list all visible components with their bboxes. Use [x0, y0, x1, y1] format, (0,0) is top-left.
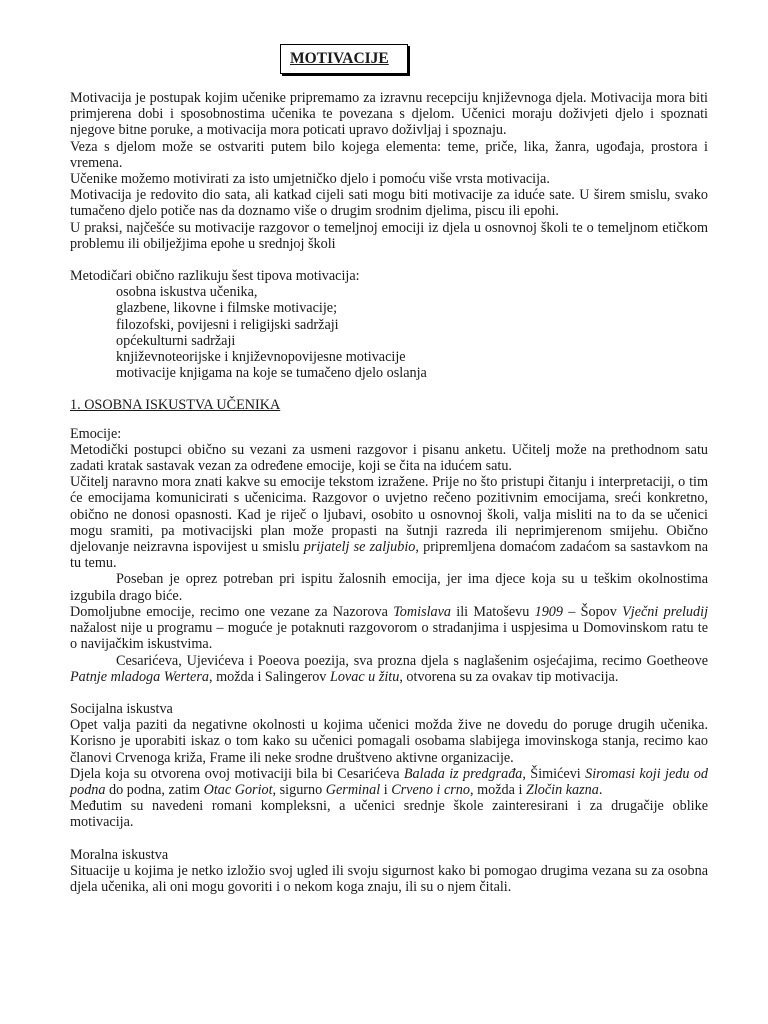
- intro-paragraph: U praksi, najčešće su motivacije razgovor o temeljnoj emociji iz djela u osnovnoj školi te o temeljnom etičkom problemu ili obilježjima epohe u srednjoj školi: [70, 219, 708, 252]
- subsection-label: Socijalna iskustva: [70, 700, 173, 717]
- work-title: Patnje mladoga Wertera: [70, 668, 209, 685]
- intro-paragraph: Učenike možemo motivirati za isto umjetničko djelo i pomoću više vrsta motivacija.: [70, 171, 550, 188]
- document-title: MOTIVACIJE: [280, 44, 408, 74]
- body-paragraph: Međutim su navedeni romani kompleksni, a učenici srednje škole zainteresirani i za drugačije oblike motivacija.: [70, 798, 708, 831]
- work-title: Tomislava: [393, 603, 452, 620]
- list-item: glazbene, likovne i filmske motivacije;: [116, 300, 338, 317]
- work-title: Lovac u žitu: [329, 668, 400, 685]
- work-title: 1909: [534, 603, 563, 620]
- subsection-label: Moralna iskustva: [70, 846, 169, 863]
- types-intro: Metodičari obično razlikuju šest tipova motivacija:: [70, 268, 360, 285]
- list-item: filozofski, povijesni i religijski sadržaji: [116, 316, 339, 333]
- list-item: osobna iskustva učenika,: [116, 284, 258, 301]
- body-paragraph: Cesarićeva, Ujevićeva i Poeova poezija, sva prozna djela s naglašenim osjećajima, recimo Goetheove Patnje mladoga Wertera, možda i Salingerov Lovac u žitu, otvorena su za ovakav tip motivacija.: [70, 652, 708, 685]
- quoted-phrase: prijatelj se zaljubio: [303, 539, 416, 556]
- intro-paragraph: Motivacija je redovito dio sata, ali katkad cijeli sati mogu biti motivacije za iduće sate. U širem smislu, svako tumačeno djelo potiče nas da doznamo više o drugim srodnim djelima, piscu ili epohi.: [70, 187, 708, 220]
- work-title: Zločin kazna: [525, 781, 599, 798]
- motivation-types-list: [70, 284, 708, 381]
- body-paragraph: Djela koja su otvorena ovoj motivaciji bila bi Cesarićeva Balada iz predgrađa, Šimićevi Siromasi koji jedu od podna do podna, zatim Otac Goriot, sigurno Germinal i Crveno i crno, možda i Zločin kazna.: [70, 765, 708, 798]
- list-item: općekulturni sadržaji: [116, 332, 236, 349]
- list-item: književnoteorijske i književnopovijesne motivacije: [116, 349, 406, 366]
- document-body: [70, 90, 708, 895]
- intro-paragraph: Veza s djelom može se ostvariti putem bilo kojega elementa: teme, priče, lika, žanra, ugođaja, prostora i vremena.: [70, 138, 708, 171]
- subsection-label: Emocije:: [70, 425, 122, 442]
- work-title: Balada iz predgrađa: [403, 765, 523, 782]
- body-paragraph: Domoljubne emocije, recimo one vezane za Nazorova Tomislava ili Matoševu 1909 – Šopov Vječni preludij nažalost nije u programu – moguće je potaknuti razgovorom o stradanjima i uspjesima u Domovinskom ratu te o navijačkim iskustvima.: [70, 603, 709, 653]
- work-title: Siromasi koji jedu od podna: [70, 765, 708, 798]
- list-item: motivacije knjigama na koje se tumačeno djelo oslanja: [116, 365, 427, 382]
- body-paragraph: Poseban je oprez potreban pri ispitu žalosnih emocija, jer ima djece koja su u teškim okolnostima izgubila drago biće.: [70, 571, 708, 604]
- section-heading: 1. OSOBNA ISKUSTVA UČENIKA: [70, 397, 281, 414]
- work-title: Crveno i crno: [391, 781, 470, 798]
- body-paragraph: Opet valja paziti da negativne okolnosti u kojima učenici možda žive ne dovedu do poruge drugih učenika. Korisno je uporabiti iskaz o tom kako su učenici pomagali osobama slabijega imovinskoga stanja, recimo kao članovi Crvenoga križa, Frame ili neke srodne društveno aktivne organizacije.: [70, 717, 708, 766]
- body-paragraph: Situacije u kojima je netko izložio svoj ugled ili svoju sigurnost kako bi pomogao drugima vezana su za osobna djela učenika, ali oni mogu govoriti i o nekom koga znaju, ili su o njem čitali.: [70, 862, 708, 895]
- intro-paragraph: Motivacija je postupak kojim učenike pripremamo za izravnu recepciju književnoga djela. Motivacija mora biti primjerena dobi i sposobnostima učenika te povezana s djelom. Učenici moraju doživjeti djelo i spoznati njegove bitne poruke, a motivacija mora poticati upravo doživljaj i spoznaju.: [70, 90, 708, 139]
- body-paragraph: Učitelj naravno mora znati kakve su emocije tekstom izražene. Prije no što pristupi čitanju i interpretaciji, o tim će emocijama komunicirati s učenicima. Razgovor o uvjetno rečeno pozitivnim emocijama, sreći konkretno, obično ne donosi opasnosti. Kad je riječ o ljubavi, osobito u osnovnoj školi, valja misliti na to da se učenici mogu sramiti, pa motivacijski plan može propasti na šutnji razreda ili neprimjerenom smijehu. Obično djelovanje neizravna ispovijest u smislu prijatelj se zaljubio, pripremljena domaćom zadaćom sa sastavkom na tu temu.: [70, 474, 708, 572]
- body-paragraph: Metodički postupci obično su vezani za usmeni razgovor i pisanu anketu. Učitelj može na prethodnom satu zadati kratak sastavak vezan za određene emocije, koji se čita na idućem satu.: [70, 441, 708, 475]
- work-title: Otac Goriot: [203, 781, 273, 798]
- work-title: Vječni preludij: [622, 603, 709, 620]
- work-title: Germinal: [325, 781, 381, 798]
